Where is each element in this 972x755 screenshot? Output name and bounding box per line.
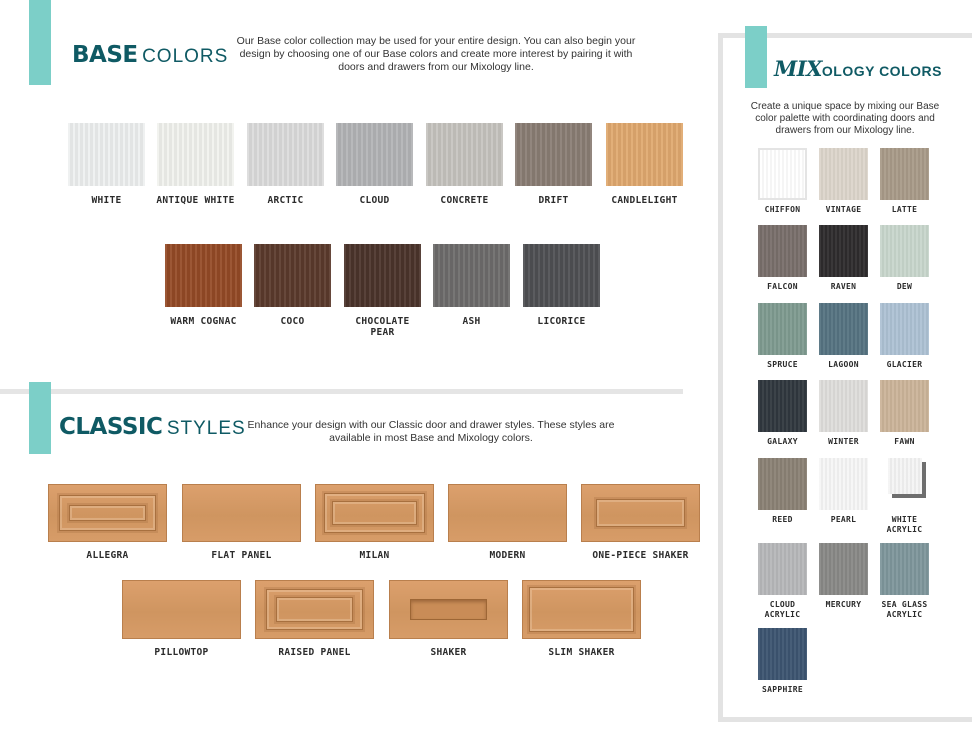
base-swatch-label: CLOUD [359, 195, 390, 206]
door-style-label: ALLEGRA [86, 550, 129, 561]
mix-swatch-label: CHIFFON [764, 205, 801, 214]
door-detail [332, 501, 417, 525]
classic-intro-text: Enhance your design with our Classic door and drawer styles. These styles are available in most Base and Mixology colors. [247, 419, 615, 444]
mix-swatch-label: LAGOON [828, 360, 859, 369]
base-swatch-label: LICORICE [537, 316, 586, 327]
door-style-pillowtop [122, 580, 241, 639]
mix-swatch-sapphire [758, 628, 807, 680]
mix-swatch-white-acrylic [888, 458, 922, 494]
door-style-slim-shaker [522, 580, 641, 639]
door-style-label: SLIM SHAKER [548, 647, 615, 658]
mix-swatch-reed [758, 458, 807, 510]
mixology-colors-title [774, 56, 942, 81]
door-style-allegra [48, 484, 167, 542]
door-style-flat-panel [182, 484, 301, 542]
base-swatch-label: CANDLELIGHT [611, 195, 678, 206]
base-swatch-label: COCO [280, 316, 305, 327]
mixology-intro-text: Create a unique space by mixing our Base color palette with coordinating doors and drawers from our Mixology line. [750, 101, 940, 136]
mix-swatch-label: MERCURY [825, 600, 862, 609]
mix-swatch-spruce [758, 303, 807, 355]
mix-swatch-label: DEW [896, 282, 913, 291]
mixology-accent-bar [745, 26, 767, 88]
base-swatch-concrete [426, 123, 503, 186]
door-style-shaker [389, 580, 508, 639]
classic-accent-bar [29, 382, 51, 454]
door-detail [410, 599, 487, 620]
base-colors-title [72, 42, 228, 68]
mix-swatch-dew [880, 225, 929, 277]
door-style-one-piece-shaker [581, 484, 700, 542]
base-title-strong: BASE [72, 42, 138, 68]
mix-swatch-latte [880, 148, 929, 200]
base-swatch-label: CHOCOLATE PEAR [355, 316, 410, 338]
mix-swatch-vintage [819, 148, 868, 200]
base-swatch-label: WHITE [91, 195, 122, 206]
base-swatch-drift [515, 123, 592, 186]
base-accent-bar [29, 0, 51, 85]
mix-swatch-label: WHITE ACRYLIC [886, 515, 923, 534]
mixology-title-light: OLOGY COLORS [821, 63, 942, 79]
door-detail [69, 505, 146, 521]
mix-swatch-label: CLOUD ACRYLIC [764, 600, 801, 619]
mix-swatch-lagoon [819, 303, 868, 355]
mix-swatch-cloud-acrylic [758, 543, 807, 595]
base-swatch-label: ANTIQUE WHITE [156, 195, 235, 206]
door-style-label: FLAT PANEL [211, 550, 272, 561]
mix-swatch-label: SPRUCE [767, 360, 798, 369]
base-title-light: COLORS [142, 46, 229, 67]
base-swatch-label: DRIFT [538, 195, 569, 206]
mixology-title-strong: MIX [774, 56, 822, 81]
base-swatch-white [68, 123, 145, 186]
base-swatch-licorice [523, 244, 600, 307]
mix-swatch-raven [819, 225, 868, 277]
mix-swatch-label: SAPPHIRE [762, 685, 803, 694]
base-swatch-cloud [336, 123, 413, 186]
mix-swatch-pearl [819, 458, 868, 510]
mix-swatch-label: RAVEN [830, 282, 857, 291]
base-swatch-ash [433, 244, 510, 307]
mix-swatch-sea-glass-acrylic [880, 543, 929, 595]
classic-title-strong: CLASSIC [59, 414, 163, 440]
classic-styles-title [59, 414, 246, 440]
mix-swatch-label: GLACIER [886, 360, 923, 369]
section-divider [0, 389, 683, 394]
base-swatch-coco [254, 244, 331, 307]
mix-swatch-label: PEARL [830, 515, 857, 524]
base-intro-text: Our Base color collection may be used for your entire design. You can also begin your design by choosing one of our Base colors and create more interest by pairing it with doors and drawers from our Mixology line. [236, 35, 636, 73]
classic-title-light: STYLES [166, 418, 246, 439]
door-style-label: MODERN [489, 550, 526, 561]
base-swatch-chocolate-pear [344, 244, 421, 307]
mix-swatch-label: FAWN [894, 437, 915, 446]
base-swatch-candlelight [606, 123, 683, 186]
door-detail [276, 597, 353, 622]
mix-swatch-chiffon [758, 148, 807, 200]
door-detail [529, 587, 634, 632]
door-style-label: MILAN [359, 550, 390, 561]
mix-swatch-label: GALAXY [767, 437, 798, 446]
mix-swatch-label: WINTER [828, 437, 859, 446]
base-swatch-label: ASH [462, 316, 481, 327]
door-style-label: SHAKER [430, 647, 467, 658]
mix-swatch-label: VINTAGE [825, 205, 862, 214]
door-detail [596, 499, 685, 527]
base-swatch-label: ARCTIC [267, 195, 304, 206]
door-style-label: PILLOWTOP [154, 647, 209, 658]
mix-swatch-label: REED [772, 515, 793, 524]
door-style-label: ONE-PIECE SHAKER [592, 550, 689, 561]
door-style-modern [448, 484, 567, 542]
door-style-milan [315, 484, 434, 542]
mix-swatch-galaxy [758, 380, 807, 432]
base-swatch-antique-white [157, 123, 234, 186]
base-swatch-label: CONCRETE [440, 195, 489, 206]
mix-swatch-winter [819, 380, 868, 432]
base-swatch-label: WARM COGNAC [170, 316, 237, 327]
mix-swatch-mercury [819, 543, 868, 595]
mix-swatch-label: FALCON [767, 282, 798, 291]
base-swatch-arctic [247, 123, 324, 186]
door-style-raised-panel [255, 580, 374, 639]
door-style-label: RAISED PANEL [278, 647, 351, 658]
mix-swatch-label: SEA GLASS ACRYLIC [881, 600, 928, 619]
base-swatch-warm-cognac [165, 244, 242, 307]
mix-swatch-falcon [758, 225, 807, 277]
mix-swatch-label: LATTE [891, 205, 918, 214]
mix-swatch-fawn [880, 380, 929, 432]
mix-swatch-glacier [880, 303, 929, 355]
